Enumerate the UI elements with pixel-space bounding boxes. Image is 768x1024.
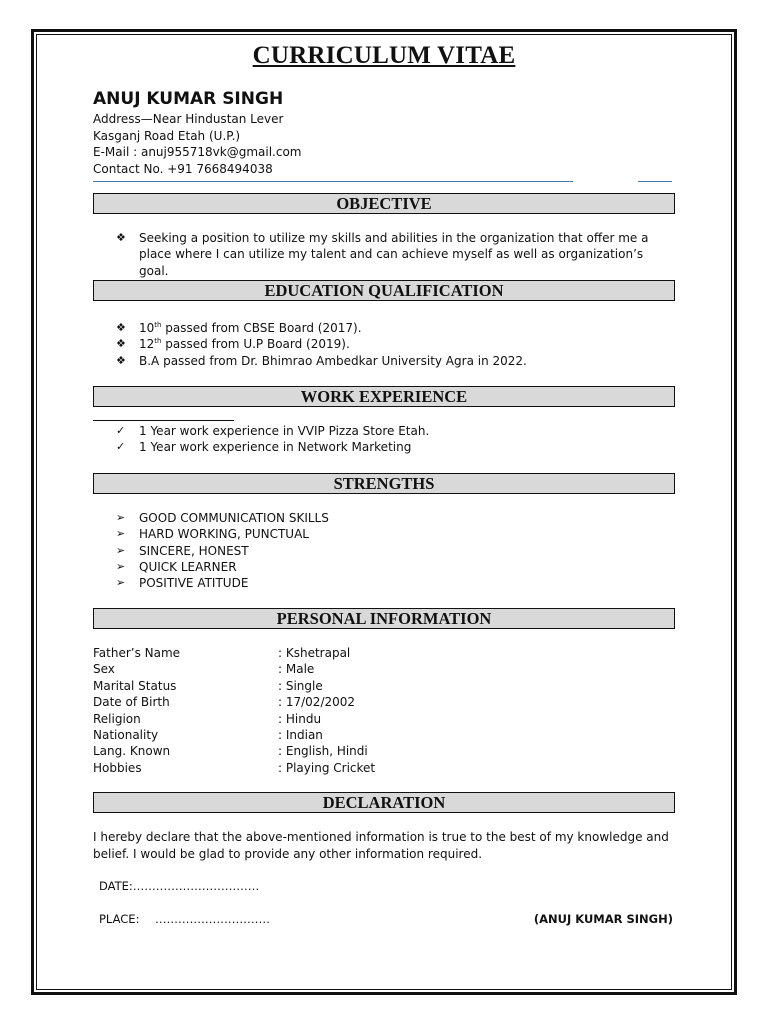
info-value: : Single xyxy=(278,678,323,693)
candidate-name: ANUJ KUMAR SINGH xyxy=(93,89,284,109)
education-heading: EDUCATION QUALIFICATION xyxy=(93,280,675,301)
info-value: : Hindu xyxy=(278,711,322,726)
strength-text: QUICK LEARNER xyxy=(139,559,237,574)
education-list xyxy=(116,320,527,369)
phone-line: Contact No. +91 7668494038 xyxy=(93,161,273,176)
info-label: Hobbies xyxy=(93,760,142,775)
declaration-text: I hereby declare that the above-mentioned information is true to the best of my knowledge and belief. I would be glad to provide any other information required. xyxy=(93,830,669,861)
check-mark-icon: ✓ xyxy=(116,440,126,454)
work-item-text: 1 Year work experience in VVIP Pizza Store Etah. xyxy=(139,424,430,438)
place-blank: ………………………… xyxy=(155,912,270,926)
education-item-superscript: th xyxy=(154,337,162,346)
objective-text: Seeking a position to utilize my skills and abilities in the organization that offer me a place where I can utilize my talent and can achieve myself as well as organization’s goal. xyxy=(139,231,649,278)
diamond-bullet-icon: ❖ xyxy=(116,231,126,244)
education-item xyxy=(116,336,527,352)
work-item xyxy=(116,439,429,455)
document-title: CURRICULUM VITAE xyxy=(252,42,516,69)
signature-name: (ANUJ KUMAR SINGH) xyxy=(533,912,673,926)
info-value: : Male xyxy=(278,662,315,677)
education-item-text: 12 xyxy=(139,337,155,352)
education-item-text: 10 xyxy=(139,321,155,335)
work-list xyxy=(116,423,429,456)
strength-item xyxy=(116,510,329,526)
education-item xyxy=(116,320,527,336)
info-value: : Playing Cricket xyxy=(278,760,376,775)
arrowhead-icon: ➢ xyxy=(116,543,126,557)
education-item-text: B.A passed from Dr. Bhimrao Ambedkar University Agra in 2022. xyxy=(139,353,527,368)
info-value: : Kshetrapal xyxy=(278,646,351,660)
arrowhead-icon: ➢ xyxy=(116,511,126,524)
email-line: E-Mail : anuj955718vk@gmail.com xyxy=(93,145,302,159)
strength-text: GOOD COMMUNICATION SKILLS xyxy=(139,511,329,525)
work-heading: WORK EXPERIENCE xyxy=(93,386,675,407)
info-label: Religion xyxy=(93,711,141,726)
check-mark-icon: ✓ xyxy=(116,424,126,437)
info-label: Date of Birth xyxy=(93,695,170,710)
info-value: : 17/02/2002 xyxy=(278,695,356,710)
address-line-1: Address—Near Hindustan Lever xyxy=(93,112,284,126)
diamond-bullet-icon: ❖ xyxy=(116,337,126,351)
info-label: Nationality xyxy=(93,727,159,742)
contact-divider xyxy=(93,181,573,182)
arrowhead-icon: ➢ xyxy=(116,576,126,590)
strength-item xyxy=(116,559,329,575)
contact-block xyxy=(93,111,302,177)
objective-heading: OBJECTIVE xyxy=(93,193,675,214)
personal-heading: PERSONAL INFORMATION xyxy=(93,608,675,629)
work-underline xyxy=(93,420,234,421)
info-label: Marital Status xyxy=(93,678,177,693)
info-value: : Indian xyxy=(278,727,323,742)
contact-divider-end xyxy=(638,181,672,182)
info-label: Sex xyxy=(93,662,115,677)
objective-list xyxy=(116,230,669,279)
strength-text: SINCERE, HONEST xyxy=(139,543,249,558)
education-item-text: passed from CBSE Board (2017). xyxy=(161,321,362,335)
strength-text: POSITIVE ATITUDE xyxy=(139,576,249,591)
strength-item xyxy=(116,526,329,542)
date-line: DATE:…………………………… xyxy=(99,879,260,893)
work-item-text: 1 Year work experience in Network Marketing xyxy=(139,440,412,455)
place-label: PLACE: xyxy=(99,912,140,926)
info-label: Lang. Known xyxy=(93,744,171,759)
strength-item xyxy=(116,543,329,559)
education-item-superscript: th xyxy=(154,321,162,329)
declaration-heading: DECLARATION xyxy=(93,792,675,813)
diamond-bullet-icon: ❖ xyxy=(116,321,126,334)
education-item-text: passed from U.P Board (2019). xyxy=(161,337,350,352)
strength-text: HARD WORKING, PUNCTUAL xyxy=(139,527,309,542)
info-label: Father’s Name xyxy=(93,646,181,660)
arrowhead-icon: ➢ xyxy=(116,559,126,573)
address-line-2: Kasganj Road Etah (U.P.) xyxy=(93,128,241,143)
objective-item xyxy=(116,230,669,279)
work-item xyxy=(116,423,429,439)
diamond-bullet-icon: ❖ xyxy=(116,353,126,367)
strength-item xyxy=(116,575,329,591)
info-value: : English, Hindi xyxy=(278,744,368,759)
arrowhead-icon: ➢ xyxy=(116,527,126,541)
education-item xyxy=(116,353,527,369)
strengths-heading: STRENGTHS xyxy=(93,473,675,494)
strengths-list xyxy=(116,510,329,591)
